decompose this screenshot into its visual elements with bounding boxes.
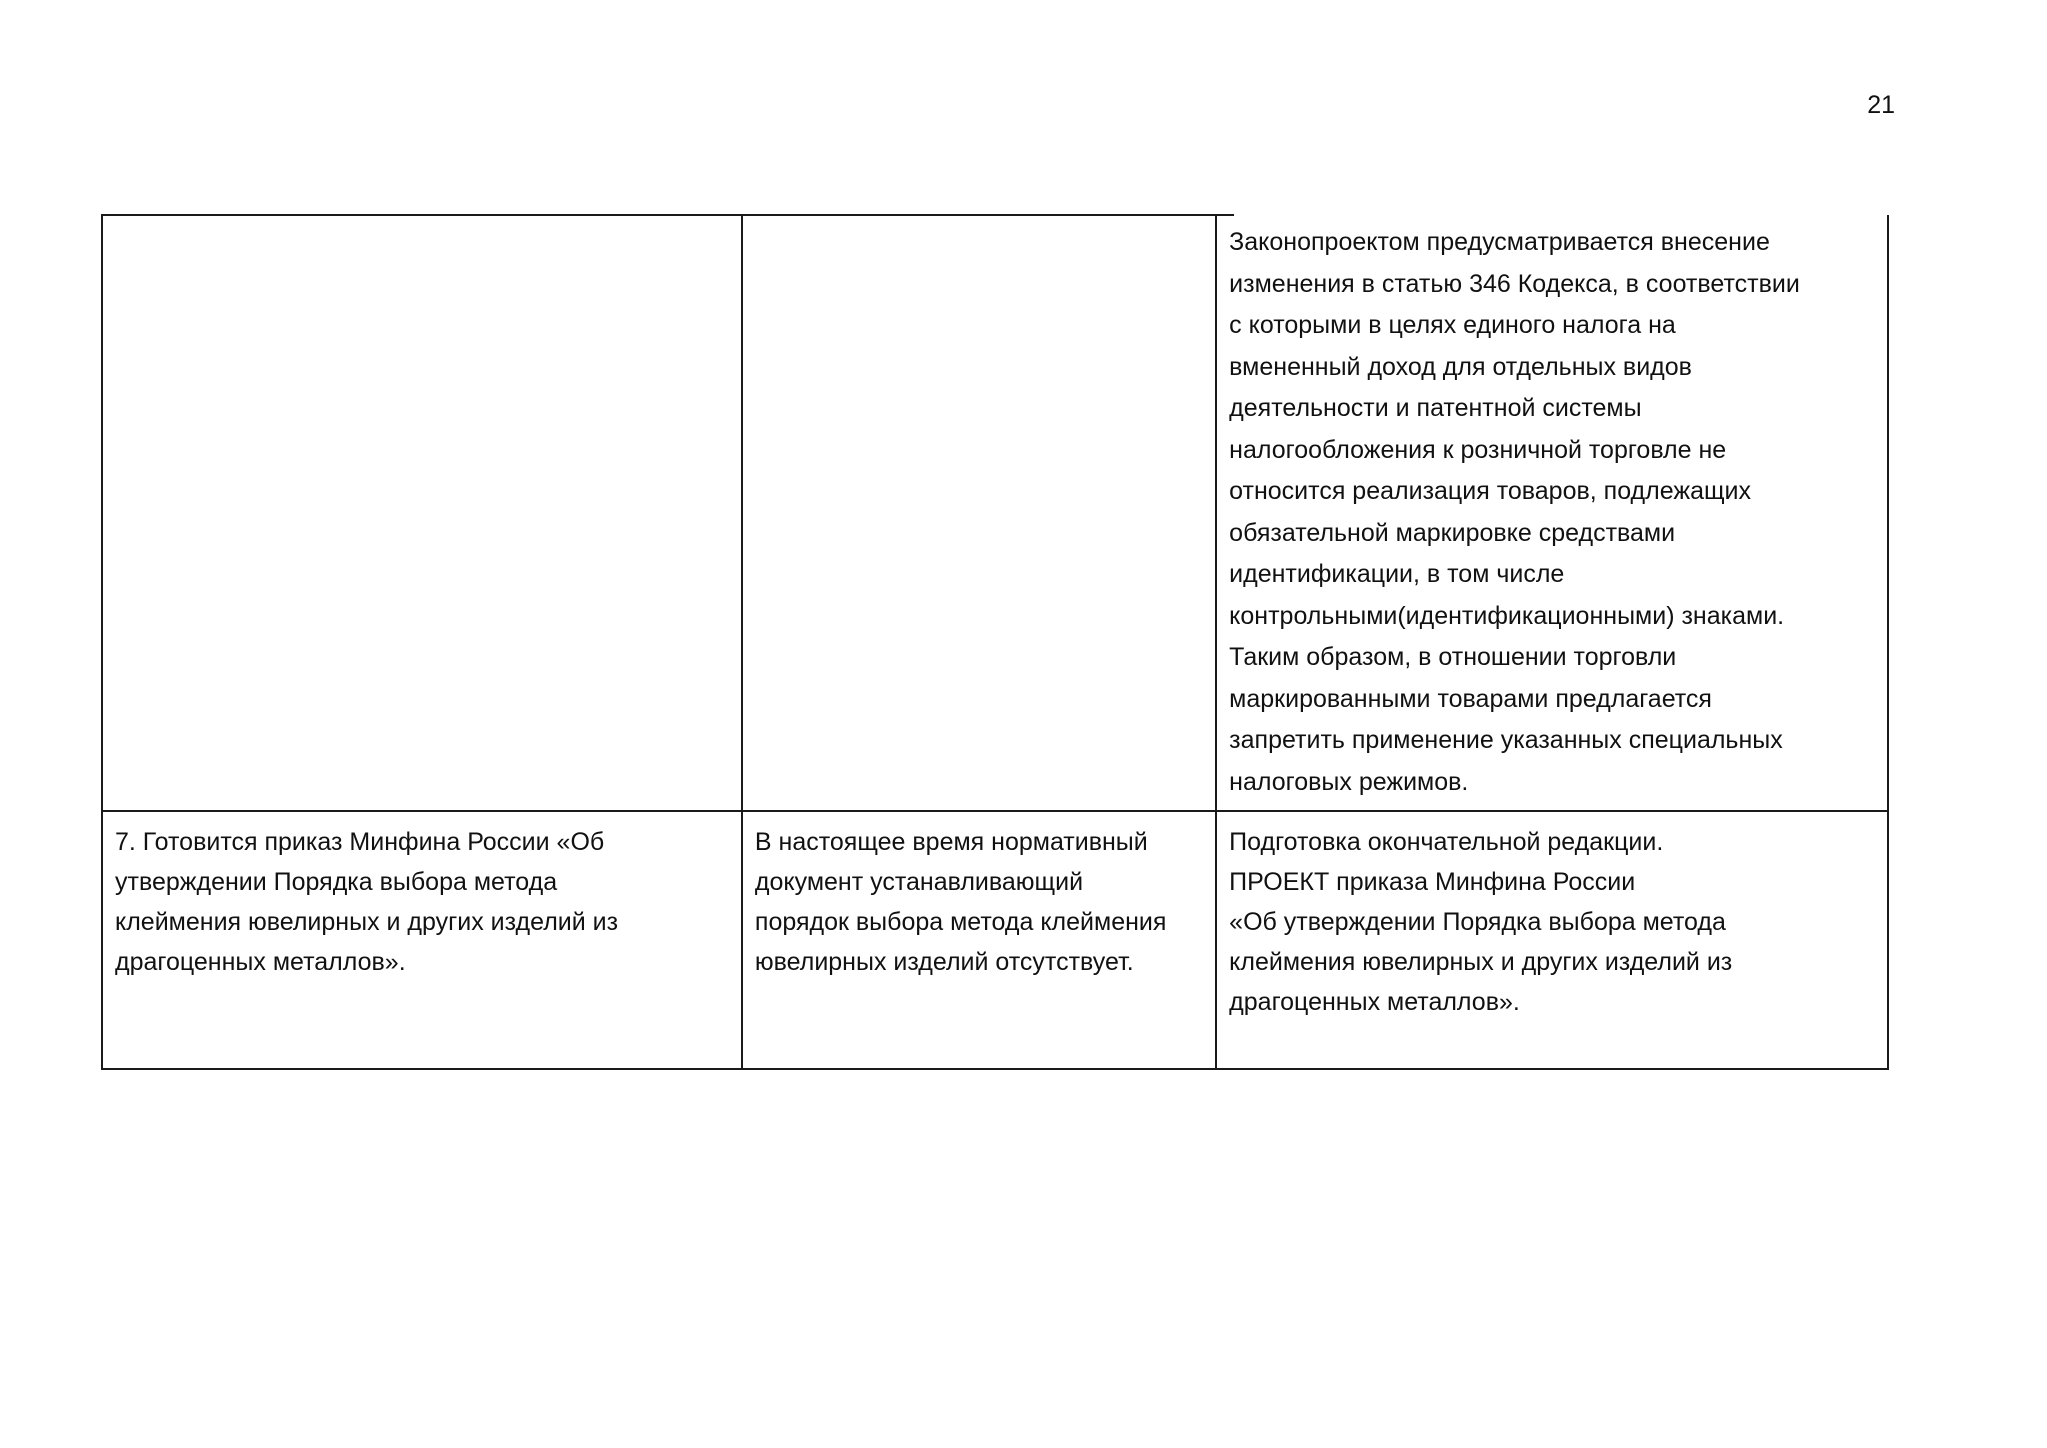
text-line: ювелирных изделий отсутствует. xyxy=(754,948,1134,976)
text-line: драгоценных металлов». xyxy=(1229,988,1520,1016)
table-cell-status xyxy=(742,811,1216,1069)
table-row xyxy=(102,811,1888,1069)
table-row xyxy=(102,215,1888,811)
text-line: деятельности и патентной системы xyxy=(1229,394,1642,422)
text-line: маркированными товарами предлагается xyxy=(1229,684,1712,713)
table-cell-result xyxy=(1216,215,1888,811)
text-line: драгоценных металлов». xyxy=(115,948,406,976)
text-line: 7. Готовится приказ Минфина России «Об xyxy=(115,828,605,856)
text-line: Подготовка окончательной редакции. xyxy=(1229,828,1664,856)
text-line: относится реализация товаров, подлежащих xyxy=(1229,477,1752,505)
text-line: Законопроектом предусматривается внесение xyxy=(1229,228,1770,256)
text-line: запретить применение указанных специальных xyxy=(1229,726,1783,754)
table-cell-status xyxy=(742,215,1216,811)
text-line: порядок выбора метода клеймения xyxy=(754,908,1167,936)
text-line: идентификации, в том числе xyxy=(1229,560,1565,588)
text-line: ПРОЕКТ приказа Минфина России xyxy=(1229,868,1636,896)
table-cell-event xyxy=(102,811,742,1069)
text-line: «Об утверждении Порядка выбора метода xyxy=(1229,908,1726,936)
table-cell-event xyxy=(102,215,742,811)
text-line: вмененный доход для отдельных видов xyxy=(1229,352,1692,381)
text-line: клеймения ювелирных и других изделий из xyxy=(1229,948,1733,976)
page-number: 21 xyxy=(1867,91,1895,119)
text-line: изменения в статью 346 Кодекса, в соответствии xyxy=(1229,269,1800,298)
text-line: клеймения ювелирных и других изделий из xyxy=(115,908,619,936)
text-line: В настоящее время нормативный xyxy=(754,828,1148,856)
text-line: документ устанавливающий xyxy=(754,868,1084,896)
text-line: налогообложения к розничной торговле не xyxy=(1229,435,1727,464)
text-line: Таким образом, в отношении торговли xyxy=(1229,643,1677,671)
table-cell-result xyxy=(1216,811,1888,1069)
text-line: утверждении Порядка выбора метода xyxy=(115,868,558,896)
text-line: контрольными(идентификационными) знаками. xyxy=(1229,601,1785,630)
text-line: налоговых режимов. xyxy=(1229,767,1469,796)
document-table xyxy=(101,215,1889,1070)
text-line: с которыми в целях единого налога на xyxy=(1229,311,1676,339)
text-line: обязательной маркировке средствами xyxy=(1229,518,1676,547)
